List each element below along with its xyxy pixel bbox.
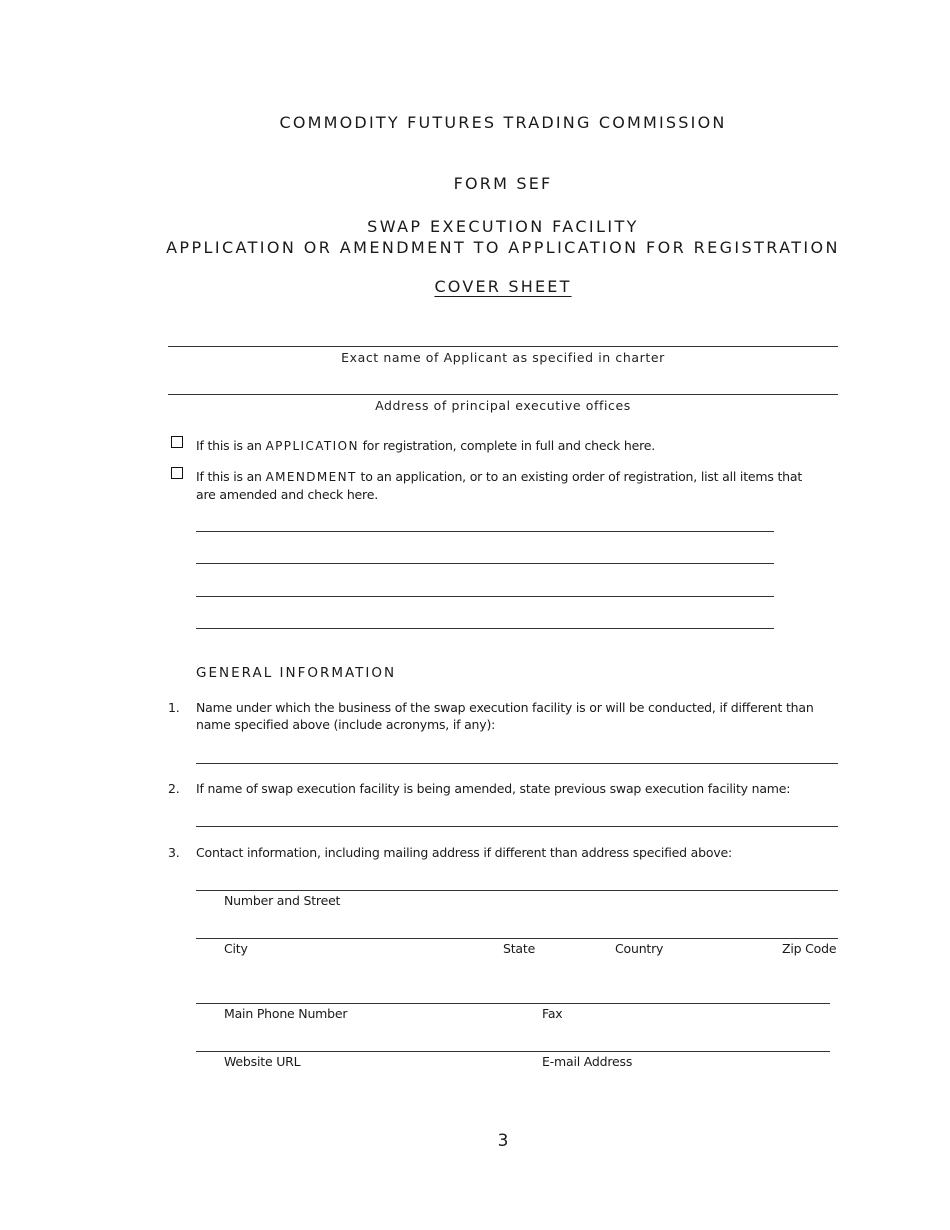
page-number: 3 bbox=[497, 1131, 509, 1151]
amendment-checkbox-label bbox=[196, 468, 806, 503]
city-state-line[interactable] bbox=[196, 938, 838, 939]
amendment-item-line[interactable] bbox=[196, 628, 774, 629]
cover-sheet-title: COVER SHEET bbox=[434, 277, 572, 296]
phone-label: Main Phone Number bbox=[224, 1006, 348, 1021]
item-text: Contact information, including mailing address if different than address specified above: bbox=[196, 845, 733, 860]
applicant-address-line[interactable] bbox=[168, 394, 838, 395]
applicant-name-caption: Exact name of Applicant as specified in charter bbox=[341, 350, 665, 365]
street-label: Number and Street bbox=[224, 893, 341, 908]
fax-label: Fax bbox=[542, 1006, 563, 1021]
street-line[interactable] bbox=[196, 890, 838, 891]
item-text: If name of swap execution facility is being amended, state previous swap execution facility name: bbox=[196, 781, 791, 796]
zip-label: Zip Code bbox=[782, 941, 837, 956]
item-text: Name under which the business of the swap execution facility is or will be conducted, if different than name specified above (include acronyms, if any): bbox=[196, 700, 814, 732]
amendment-item-line[interactable] bbox=[196, 563, 774, 564]
applicant-address-caption: Address of principal executive offices bbox=[375, 398, 631, 413]
website-email-line[interactable] bbox=[196, 1051, 830, 1052]
application-prefix: If this is an bbox=[196, 438, 266, 453]
application-checkbox[interactable] bbox=[171, 436, 183, 448]
amendment-suffix: to an application, or to an existing order of registration, list all items that are amended and check here. bbox=[196, 469, 803, 502]
application-checkbox-label bbox=[196, 437, 836, 455]
general-information-heading: GENERAL INFORMATION bbox=[196, 665, 397, 681]
amendment-checkbox[interactable] bbox=[171, 467, 183, 479]
form-title: FORM SEF bbox=[453, 174, 553, 193]
item-number: 2. bbox=[168, 781, 180, 796]
item-number: 3. bbox=[168, 845, 180, 860]
amendment-keyword: AMENDMENT bbox=[265, 470, 357, 484]
dba-name-line[interactable] bbox=[196, 763, 838, 764]
website-label: Website URL bbox=[224, 1054, 301, 1069]
state-label: State bbox=[503, 941, 536, 956]
applicant-name-line[interactable] bbox=[168, 346, 838, 347]
form-subtitle-1: SWAP EXECUTION FACILITY bbox=[367, 217, 639, 236]
city-label: City bbox=[224, 941, 248, 956]
application-keyword: APPLICATION bbox=[265, 439, 359, 453]
amendment-item-line[interactable] bbox=[196, 531, 774, 532]
form-subtitle-2: APPLICATION OR AMENDMENT TO APPLICATION FOR REGISTRATION bbox=[166, 238, 840, 257]
country-label: Country bbox=[615, 941, 664, 956]
phone-fax-line[interactable] bbox=[196, 1003, 830, 1004]
email-label: E-mail Address bbox=[542, 1054, 633, 1069]
item-number: 1. bbox=[168, 700, 180, 715]
agency-title: COMMODITY FUTURES TRADING COMMISSION bbox=[279, 113, 727, 132]
application-suffix: for registration, complete in full and check here. bbox=[358, 438, 656, 453]
amendment-prefix: If this is an bbox=[196, 469, 266, 484]
amendment-item-line[interactable] bbox=[196, 596, 774, 597]
previous-name-line[interactable] bbox=[196, 826, 838, 827]
